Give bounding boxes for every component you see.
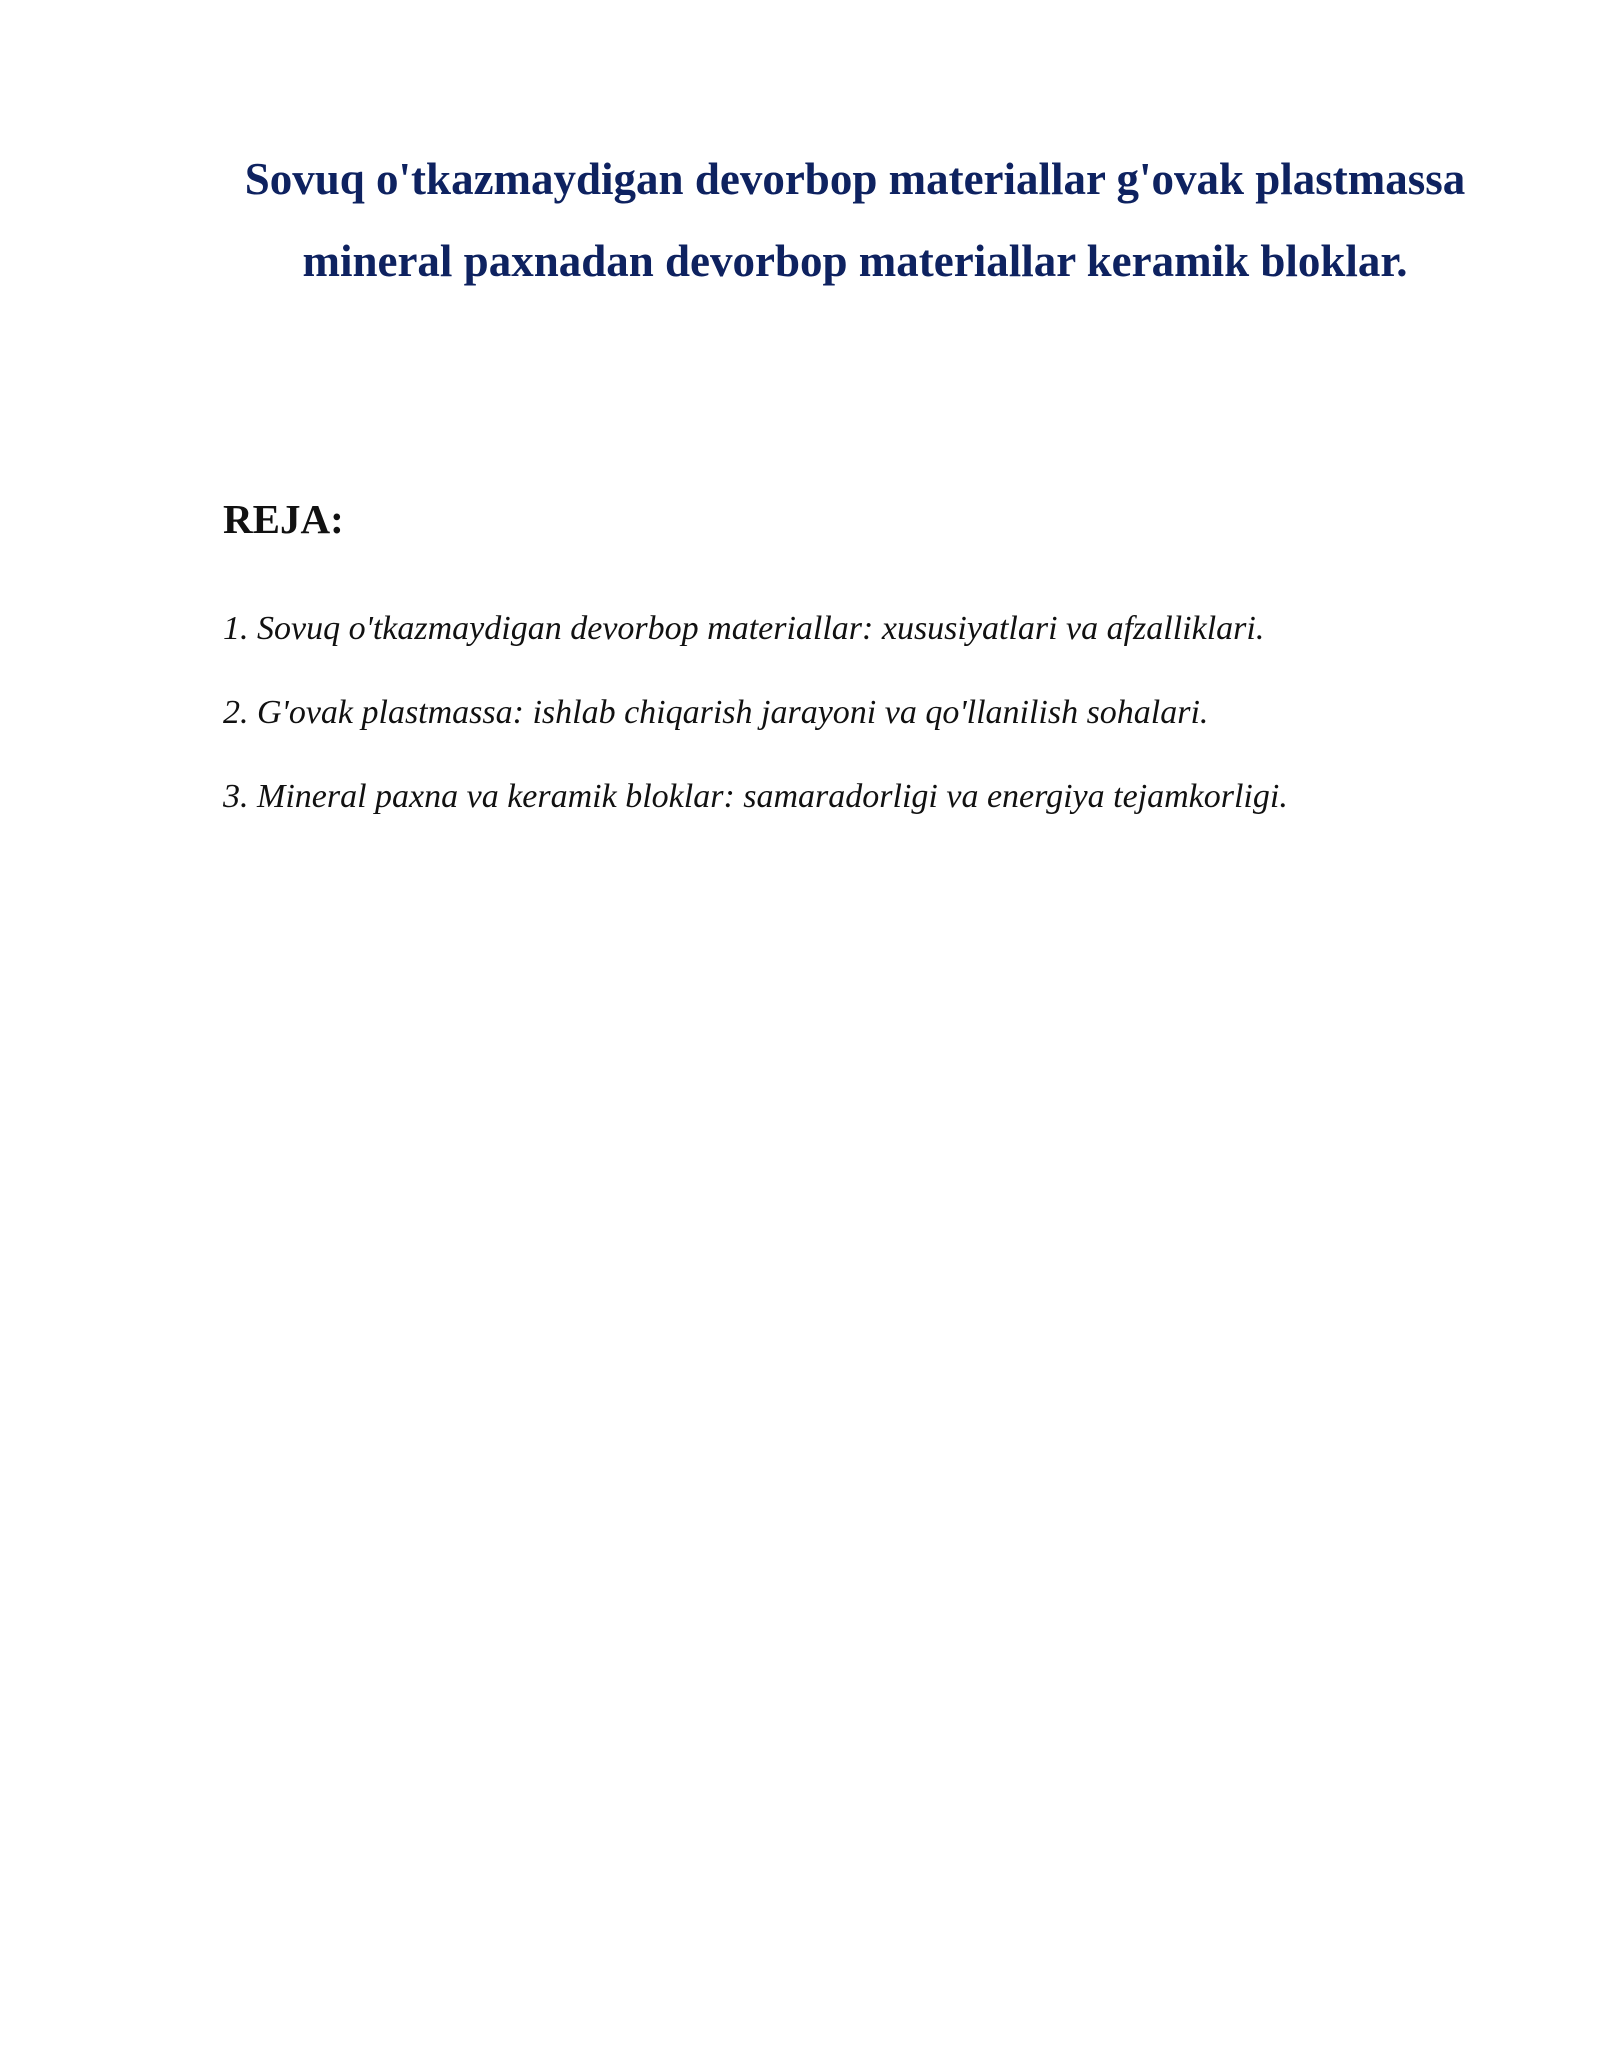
plan-item-1: 1. Sovuq o'tkazmaydigan devorbop materiallar: xususiyatlari va afzalliklari. (223, 610, 1265, 647)
plan-heading: REJA: (223, 496, 344, 542)
plan-list (223, 587, 1523, 839)
document-title: Sovuq o'tkazmaydigan devorbop materiallar g'ovak plastmassa mineral paxnadan devorbop materiallar keramik bloklar. (244, 154, 1466, 286)
plan-item-3: 3. Mineral paxna va keramik bloklar: samaradorligi va energiya tejamkorligi. (223, 778, 1288, 815)
plan-item-2: 2. G'ovak plastmassa: ishlab chiqarish jarayoni va qo'llanilish sohalari. (223, 694, 1209, 731)
